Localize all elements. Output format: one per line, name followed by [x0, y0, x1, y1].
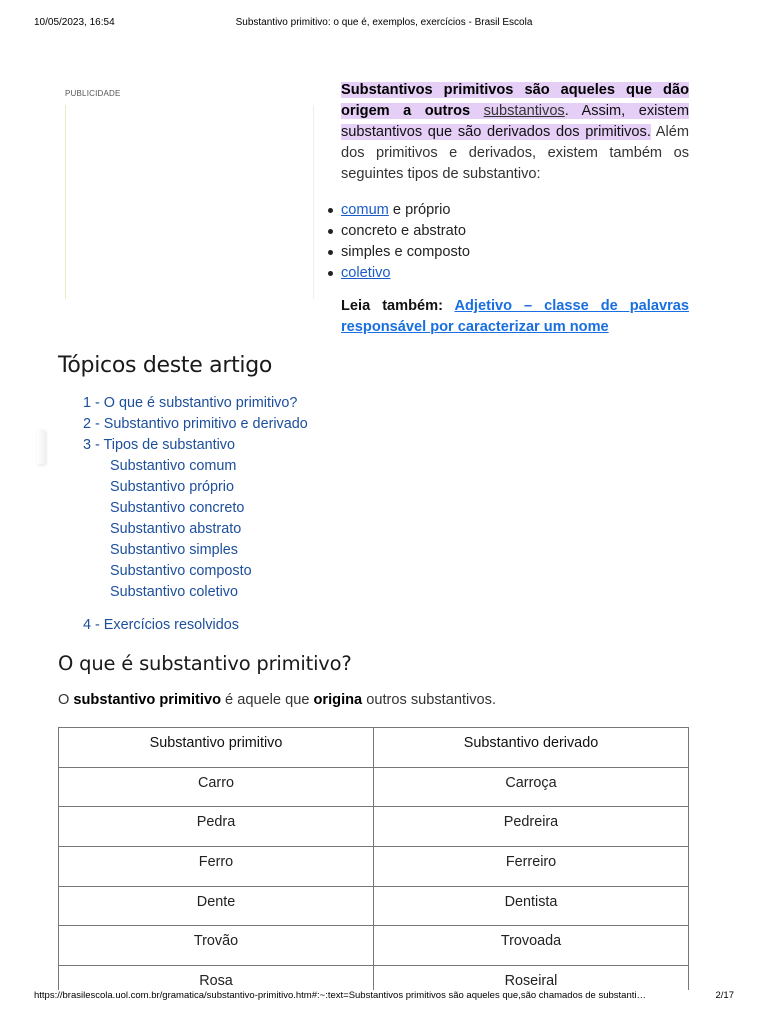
def-bold-term: substantivo primitivo [73, 692, 221, 708]
table-cell: Roseiral [374, 966, 689, 1006]
def-text: é aquele que [220, 692, 314, 708]
toc-subitem-composto[interactable]: Substantivo composto [110, 563, 252, 579]
toc-subitem-abstrato[interactable]: Substantivo abstrato [110, 521, 242, 537]
coletivo-link[interactable]: coletivo [341, 265, 391, 281]
toc-subitem-proprio[interactable]: Substantivo próprio [110, 479, 234, 495]
toc-item-2[interactable]: 2 - Substantivo primitivo e derivado [83, 416, 308, 432]
section-heading: O que é substantivo primitivo? [58, 652, 352, 675]
toc-subitem-coletivo[interactable]: Substantivo coletivo [110, 584, 238, 600]
list-item [341, 200, 689, 221]
read-also-label: Leia também: [341, 298, 444, 314]
read-also [341, 296, 689, 338]
table-cell: Pedreira [374, 807, 689, 847]
topics-heading: Tópicos deste artigo [58, 353, 273, 378]
intro-paragraph [341, 80, 689, 185]
print-footer [34, 990, 734, 1004]
comum-link[interactable]: comum [341, 202, 389, 218]
table-cell: Rosa [59, 966, 374, 1006]
table-row [59, 767, 689, 807]
substantivos-link[interactable]: substantivos [483, 103, 565, 119]
toc-subitem-comum[interactable]: Substantivo comum [110, 458, 237, 474]
column-header-derivado: Substantivo derivado [374, 728, 689, 768]
toc-subitem-concreto[interactable]: Substantivo concreto [110, 500, 245, 516]
table-cell: Trovão [59, 926, 374, 966]
intro-highlight [341, 82, 689, 140]
list-item-text: e próprio [388, 202, 451, 218]
intro-text-2: Além dos primitivos e derivados, existem também os seguintes tipos de substantivo: [341, 124, 689, 182]
table-cell: Ferreiro [374, 847, 689, 887]
table-row [59, 807, 689, 847]
toc-item-4[interactable]: 4 - Exercícios resolvidos [83, 617, 239, 633]
table-cell: Dentista [374, 886, 689, 926]
def-text: outros substantivos. [362, 692, 497, 708]
table-cell: Dente [59, 886, 374, 926]
intro-text-1: . Assim, existem substantivos que são derivados dos primitivos. [341, 103, 689, 140]
table-row [59, 847, 689, 887]
print-page-number: 2/17 [715, 990, 734, 1001]
table-header-row [59, 728, 689, 768]
definition-paragraph [58, 690, 496, 711]
print-url: https://brasilescola.uol.com.br/gramatica/substantivo-primitivo.htm#:~:text=Substantivos primitivos são aqueles que,são chamados de substanti… [34, 990, 646, 1001]
column-header-primitivo: Substantivo primitivo [59, 728, 374, 768]
table-of-contents [83, 393, 308, 636]
table-cell: Carroça [374, 767, 689, 807]
table-row [59, 926, 689, 966]
side-widget-tab[interactable] [37, 430, 45, 464]
intro-bold: Substantivos primitivos são aqueles que dão origem a outros [341, 82, 689, 119]
print-header [34, 17, 734, 31]
ad-slot-divider [313, 105, 314, 299]
table-cell: Carro [59, 767, 374, 807]
examples-table [58, 727, 689, 1006]
list-item: concreto e abstrato [341, 221, 689, 242]
def-text: O [58, 692, 74, 708]
toc-item-3[interactable]: 3 - Tipos de substantivo [83, 437, 235, 453]
table-cell: Trovoada [374, 926, 689, 966]
ad-label: PUBLICIDADE [65, 89, 121, 98]
table-row [59, 886, 689, 926]
toc-item-1[interactable]: 1 - O que é substantivo primitivo? [83, 395, 298, 411]
read-also-link[interactable]: Adjetivo – classe de palavras responsável por caracterizar um nome [341, 298, 689, 335]
print-datetime: 10/05/2023, 16:54 [34, 17, 115, 28]
list-item [341, 263, 689, 284]
ad-slot-border [65, 105, 66, 299]
def-bold-verb: origina [313, 692, 363, 708]
list-item: simples e composto [341, 242, 689, 263]
print-page-title: Substantivo primitivo: o que é, exemplos, exercícios - Brasil Escola [235, 17, 533, 28]
table-cell: Pedra [59, 807, 374, 847]
table-cell: Ferro [59, 847, 374, 887]
types-list [341, 200, 689, 284]
toc-subitem-simples[interactable]: Substantivo simples [110, 542, 238, 558]
